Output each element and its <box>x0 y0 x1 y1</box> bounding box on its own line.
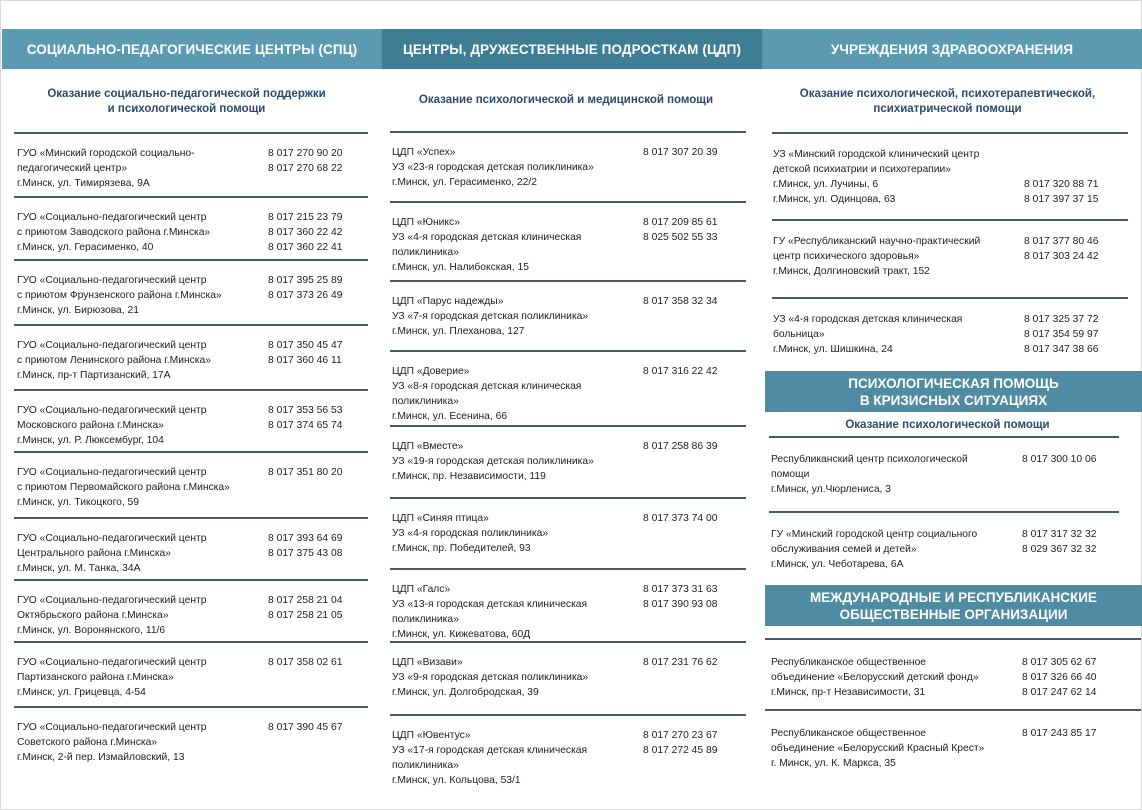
organization-info: УЗ «Минский городской клинический центр детской психиатрии и психотерапии» г.Минск, ул. Лучины, 6 г.Минск, ул. Одинцова, 63 <box>773 149 980 205</box>
contact-entry <box>390 350 746 422</box>
phone-numbers[interactable]: 8 017 258 21 04 8 017 258 21 05 <box>268 595 343 621</box>
section-header: УЧРЕЖДЕНИЯ ЗДРАВООХРАНЕНИЯ <box>762 29 1142 69</box>
section-header: СОЦИАЛЬНО-ПЕДАГОГИЧЕСКИЕ ЦЕНТРЫ (СПЦ) <box>2 29 382 69</box>
phone-numbers[interactable]: 8 017 395 25 89 8 017 373 26 49 <box>268 275 343 301</box>
contact-entry <box>390 714 746 786</box>
phone-numbers[interactable]: 8 017 215 23 79 8 017 360 22 42 8 017 360 22 41 <box>268 212 343 253</box>
phone-numbers[interactable]: 8 017 243 85 17 <box>1022 728 1097 739</box>
section-subtitle: Оказание психологической, психотерапевтической, психиатрической помощи <box>799 88 1096 115</box>
phone-numbers[interactable]: 8 017 373 74 00 <box>643 513 718 524</box>
section-subtitle: Оказание социально-педагогической поддержки и психологической помощи <box>47 88 326 115</box>
organization-info: ГУО «Социально-педагогический центр Советского района г.Минска» г.Минск, 2-й пер. Измайловский, 13 <box>17 722 207 763</box>
phone-numbers[interactable]: 8 017 373 31 63 8 017 390 93 08 <box>643 584 718 610</box>
contact-entry <box>14 641 368 698</box>
phone-numbers[interactable]: 8 017 300 10 06 <box>1022 454 1097 465</box>
phone-numbers[interactable]: 8 017 258 86 39 <box>643 441 718 452</box>
organization-info: ЦДП «Юникс» УЗ «4-я городская детская клиническая поликлиника» г.Минск, ул. Налибокская, 15 <box>392 217 582 273</box>
phone-numbers[interactable]: 8 017 305 62 67 8 017 326 66 40 8 017 247 62 14 <box>1022 657 1097 698</box>
contact-entry <box>14 132 368 189</box>
organization-info: ЦДП «Синяя птица» УЗ «4-я городская поликлиника» г.Минск, пр. Победителей, 93 <box>392 513 549 554</box>
contact-entry <box>390 641 746 698</box>
section-header: ЦЕНТРЫ, ДРУЖЕСТВЕННЫЕ ПОДРОСТКАМ (ЦДП) <box>382 29 762 69</box>
phone-numbers[interactable]: 8 017 393 64 69 8 017 375 43 08 <box>268 533 343 559</box>
contact-entry <box>765 709 1141 769</box>
contact-entry <box>765 638 1141 698</box>
contact-entry <box>390 131 746 188</box>
phone-numbers[interactable]: 8 017 325 37 72 8 017 354 59 97 8 017 347 38 66 <box>1024 314 1099 355</box>
phone-numbers[interactable]: 8 017 350 45 47 8 017 360 46 11 <box>268 340 343 366</box>
intl-section-header: МЕЖДУНАРОДНЫЕ И РЕСПУБЛИКАНСКИЕ ОБЩЕСТВЕННЫЕ ОРГАНИЗАЦИИ <box>765 585 1142 626</box>
phone-numbers[interactable]: 8 017 358 32 34 <box>643 296 718 307</box>
phone-numbers[interactable]: 8 017 320 88 71 8 017 397 37 15 <box>1024 179 1099 205</box>
contact-entry <box>390 568 746 640</box>
crisis-section-subtitle: Оказание психологической помощи <box>845 419 1050 431</box>
contact-entry <box>769 436 1119 495</box>
contact-entry <box>14 259 368 316</box>
organization-info: ГУО «Социально-педагогический центр Центрального района г.Минска» г.Минск, ул. М. Танка, 34А <box>17 533 207 574</box>
contact-entry <box>772 297 1128 355</box>
contact-entry <box>390 201 746 273</box>
organization-info: ГУО «Минский городской социально- педагогический центр» г.Минск, ул. Тимирязева, 9А <box>17 148 195 189</box>
section-subtitle: Оказание психологической и медицинской помощи <box>418 94 714 106</box>
organization-info: Республиканское общественное объединение «Белорусский детский фонд» г.Минск, пр-т Независимости, 31 <box>771 657 979 698</box>
contact-entry <box>14 579 368 636</box>
contact-entry <box>14 451 368 508</box>
organization-info: ГУО «Социально-педагогический центр с приютом Заводского района г.Минска» г.Минск, ул. Герасименко, 40 <box>17 212 211 253</box>
organization-info: ЦДП «Визави» УЗ «9-я городская детская поликлиника» г.Минск, ул. Долгобродская, 39 <box>392 657 589 698</box>
phone-numbers[interactable]: 8 017 390 45 67 <box>268 722 343 733</box>
contact-entry <box>390 280 746 337</box>
phone-numbers[interactable]: 8 017 377 80 46 8 017 303 24 42 <box>1024 236 1099 262</box>
organization-info: ГУО «Социально-педагогический центр Октябрьского района г.Минска» г.Минск, ул. Воронянского, 11/6 <box>17 595 207 636</box>
organization-info: ЦДП «Доверие» УЗ «8-я городская детская клиническая поликлиника» г.Минск, ул. Есенина, 66 <box>392 366 582 422</box>
phone-numbers[interactable]: 8 017 209 85 61 8 025 502 55 33 <box>643 217 718 243</box>
organization-info: Республиканский центр психологической помощи г.Минск, ул.Чюрлениса, 3 <box>771 454 968 495</box>
phone-numbers[interactable]: 8 017 307 20 39 <box>643 147 718 158</box>
phone-numbers[interactable]: 8 017 353 56 53 8 017 374 65 74 <box>268 405 343 431</box>
organization-info: ГУО «Социально-педагогический центр Партизанского района г.Минска» г.Минск, ул. Грицевца, 4-54 <box>17 657 207 698</box>
column-cdp <box>382 1 762 810</box>
contact-entry <box>14 706 368 763</box>
phone-numbers[interactable]: 8 017 231 76 62 <box>643 657 718 668</box>
organization-info: ЦДП «Вместе» УЗ «19-я городская детская поликлиника» г.Минск, пр. Независимости, 119 <box>392 441 594 482</box>
phone-numbers[interactable]: 8 017 270 90 20 8 017 270 68 22 <box>268 148 343 174</box>
crisis-section-header: ПСИХОЛОГИЧЕСКАЯ ПОМОЩЬ В КРИЗИСНЫХ СИТУАЦИЯХ <box>765 371 1142 412</box>
organization-info: ГУ «Республиканский научно-практический центр психического здоровья» г.Минск, Долгиновский тракт, 152 <box>773 236 981 277</box>
contact-entry <box>769 511 1119 570</box>
contact-entry <box>390 425 746 482</box>
contact-entry <box>390 497 746 554</box>
phone-numbers[interactable]: 8 017 351 80 20 <box>268 467 343 478</box>
column-health <box>762 1 1142 810</box>
organization-info: УЗ «4-я городская детская клиническая больница» г.Минск, ул. Шишкина, 24 <box>773 314 963 355</box>
contact-entry <box>14 324 368 381</box>
organization-info: ГУО «Социально-педагогический центр с приютом Ленинского района г.Минска» г.Минск, пр-т Партизанский, 17А <box>17 340 211 381</box>
contact-entry <box>14 196 368 253</box>
organization-info: ГУО «Социально-педагогический центр с приютом Первомайского района г.Минска» г.Минск, ул. Тикоцкого, 59 <box>17 467 230 508</box>
organization-info: ГУО «Социально-педагогический центр Московского района г.Минска» г.Минск, ул. Р. Люксембург, 104 <box>17 405 207 446</box>
organization-info: ГУО «Социально-педагогический центр с приютом Фрунзенского района г.Минска» г.Минск, ул. Бирюзова, 21 <box>17 275 222 316</box>
phone-numbers[interactable]: 8 017 358 02 61 <box>268 657 343 668</box>
contact-entry <box>772 132 1128 205</box>
phone-numbers[interactable]: 8 017 270 23 67 8 017 272 45 89 <box>643 730 718 756</box>
organization-info: ЦДП «Ювентус» УЗ «17-я городская детская клиническая поликлиника» г.Минск, ул. Кольцова, 53/1 <box>392 730 588 786</box>
contact-entry <box>14 517 368 574</box>
organization-info: ГУ «Минский городской центр социального обслуживания семей и детей» г.Минск, ул. Чеботарева, 6А <box>771 529 978 570</box>
organization-info: ЦДП «Успех» УЗ «23-я городская детская поликлиника» г.Минск, ул. Герасименко, 22/2 <box>392 147 594 188</box>
column-spc <box>1 1 382 810</box>
phone-numbers[interactable]: 8 017 316 22 42 <box>643 366 718 377</box>
contact-entry <box>772 219 1128 277</box>
organization-info: ЦДП «Парус надежды» УЗ «7-я городская детская поликлиника» г.Минск, ул. Плеханова, 127 <box>392 296 589 337</box>
contact-entry <box>14 389 368 446</box>
phone-numbers[interactable]: 8 017 317 32 32 8 029 367 32 32 <box>1022 529 1097 555</box>
organization-info: Республиканское общественное объединение «Белорусский Красный Крест» г. Минск, ул. К. Маркса, 35 <box>771 728 985 769</box>
organization-info: ЦДП «Галс» УЗ «13-я городская детская клиническая поликлиника» г.Минск, ул. Кижеватова, 60Д <box>392 584 588 640</box>
